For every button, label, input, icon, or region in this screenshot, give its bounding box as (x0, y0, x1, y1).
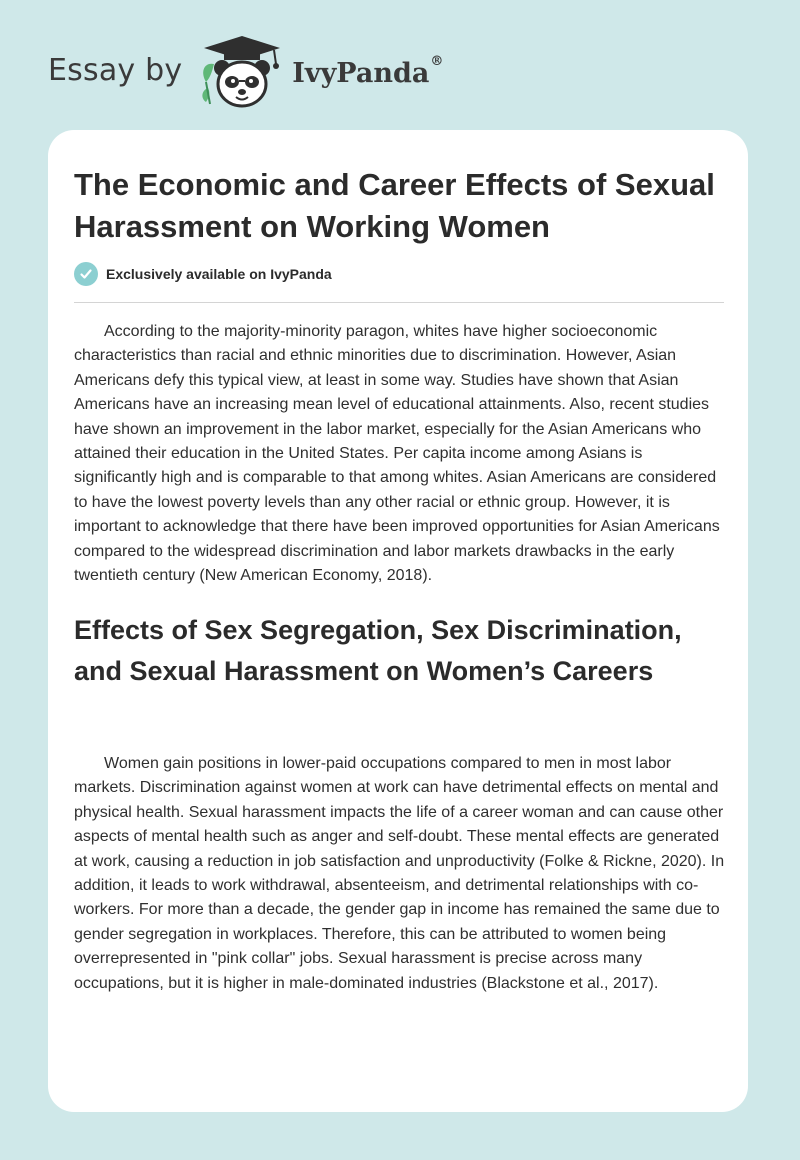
section-heading: Effects of Sex Segregation, Sex Discrimination, and Sexual Harassment on Women’s Careers (74, 615, 682, 686)
panda-graduate-icon (196, 32, 288, 112)
check-circle-icon (74, 262, 98, 286)
essay-card (48, 130, 748, 1112)
essay-title: The Economic and Career Effects of Sexual Harassment on Working Women (74, 167, 715, 244)
site-header (48, 32, 443, 112)
paragraph-effects: Women gain positions in lower-paid occupations compared to men in most labor markets. Discrimination against women at work can have detrimental effects on mental and physical health. Sexual harassment impacts the life of a career woman and can cause other aspects of mental health such as anger and self-doubt. These mental effects are generated at work, causing a reduction in job satisfaction and unproductivity (Folke & Rickne, 2020). In addition, it leads to work withdrawal, absenteeism, and detrimental relationships with co-workers. For more than a decade, the gender gap in income has remained the same due to gender segregation in workplaces. Therefore, this can be attributed to women being overrepresented in "pink collar" jobs. Sexual harassment is precise across many occupations, but it is higher in male-dominated industries (Blackstone et al., 2017). (74, 755, 725, 992)
brand-name[interactable] (292, 53, 444, 89)
exclusive-badge (74, 262, 332, 286)
essay-by-label: Essay by (48, 52, 183, 88)
brand-text: IvyPanda (292, 57, 430, 89)
divider (74, 302, 724, 303)
badge-label: Exclusively available on IvyPanda (106, 266, 332, 282)
registered-mark: ® (430, 53, 444, 69)
paragraph-intro: According to the majority-minority paragon, whites have higher socioeconomic characteristics than racial and ethnic minorities due to discrimination. However, Asian Americans defy this typical view, at least in some way. Studies have shown that Asian Americans have an increasing mean level of educational attainments. Also, recent studies have shown an improvement in the labor market, especially for the Asian Americans who attained their education in the United States. Per capita income among Asians is significantly high and is comparable to that among whites. Asian Americans are considered to have the lowest poverty levels than any other racial or ethnic group. However, it is important to acknowledge that there have been improved opportunities for Asian Americans compared to the widespread discrimination and labor markets drawbacks in the early twentieth century (New American Economy, 2018). (74, 323, 720, 585)
